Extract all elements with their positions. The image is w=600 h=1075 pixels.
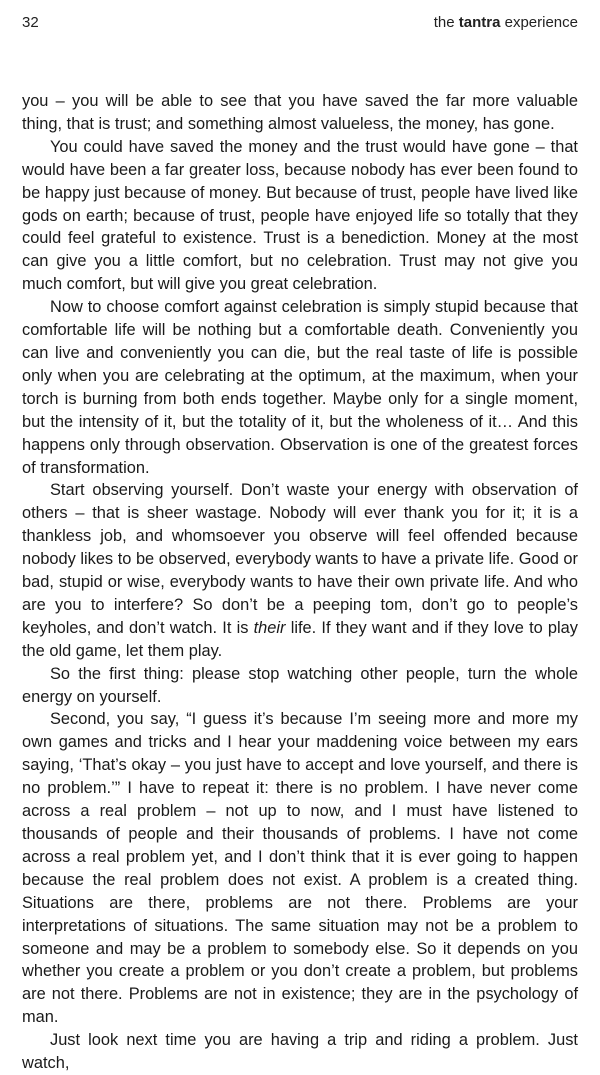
page-number: 32 [22,14,39,31]
page-header [22,14,578,36]
running-head-pre: the [433,14,459,31]
paragraph-2: You could have saved the money and the trust would have gone – that would have been a far greater loss, because nobody has ever been found to be happy just because of money. But because of trust, people have lived like gods on earth; because of trust, people have enjoyed life so totally that they could feel grateful to existence. Trust is a benediction. Money at the most can give you a little comfort, but no celebration. Trust may not give you much comfort, but will give you great celebration. [22,137,578,294]
paragraph-3: Now to choose comfort against celebration is simply stupid because that comfortable life will be nothing but a comfortable death. Conveniently you can live and conveniently you can die, but the real taste of life is possible only when you are celebrating at the optimum, at the maximum, when your torch is burning from both ends together. Maybe only for a single moment, but the intensity of it, but the totality of it, but the wholeness of it… And this happens only through observation. Observation is one of the greatest forces of transformation. [22,298,578,477]
running-head-bold: tantra [458,14,501,31]
running-head [434,14,578,31]
paragraph-5: So the first thing: please stop watching other people, turn the whole energy on yourself. [22,664,578,706]
paragraph-4 [22,479,578,662]
body-text [22,90,578,1075]
paragraph-6: Second, you say, “I guess it’s because I’m seeing more and more my own games and tricks and I hear your maddening voice between my ears saying, ‘That’s okay – you just have to accept and love yourself, and there is no problem.’” I have to repeat it: there is no problem. I have never come across a real problem – not up to now, and I must have listened to thousands of people and their thousands of problems. I have not come across a real problem yet, and I don’t think that it is ever going to happen because the real problem does not exist. A problem is a created thing. Situations are there, problems are not there. Problems are your interpretations of situations. The same situation may not be a problem to someone and may be a problem to somebody else. So it depends on you whether you create a problem or you don’t create a problem, but problems are not there. Problems are not in existence; they are in the psychology of man. [22,710,578,1027]
paragraph-4-italic: their [253,618,286,637]
paragraph-4-text-a: Start observing yourself. Don’t waste your energy with observation of others – that is sheer wastage. Nobody will ever thank you for it; it is a thankless job, and whomsoever you observe will feel offended because nobody likes to be observed, everybody wants to have a private life. Good or bad, stupid or wise, everybody wants to have their own private life. And who are you to interfere? So don’t be a peeping tom, don’t go to people’s keyholes, and don’t watch. It is [22,481,578,637]
paragraph-1: you – you will be able to see that you have saved the far more valuable thing, that is trust; and something almost valueless, the money, has gone. [22,92,578,133]
running-head-post: experience [500,14,578,31]
paragraph-4-text-b: life. If they want and if they love to play the old game, let them play. [22,618,578,660]
paragraph-7: Just look next time you are having a trip and riding a problem. Just watch, [22,1031,578,1073]
